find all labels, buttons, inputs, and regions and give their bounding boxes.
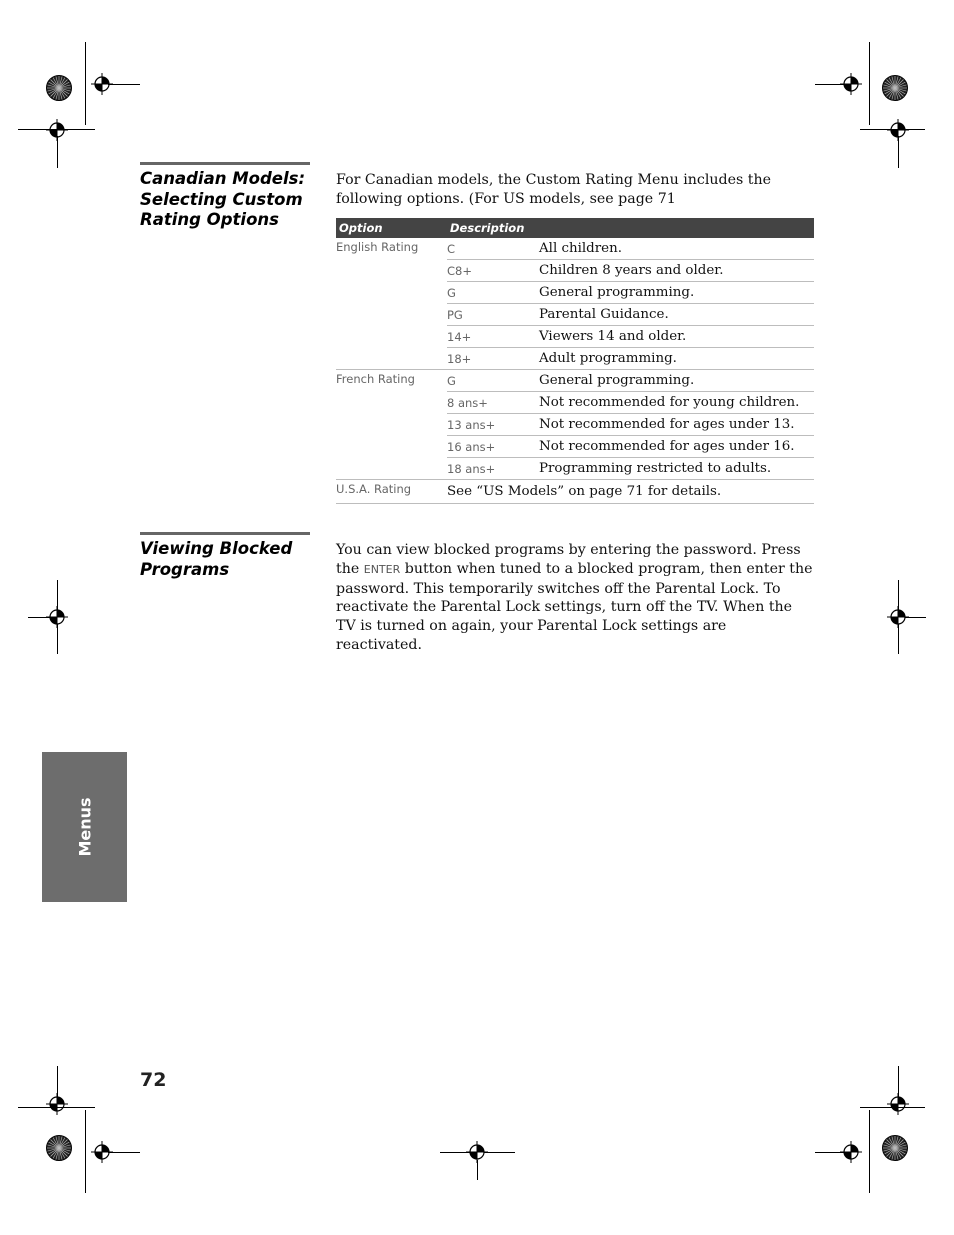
- section-title-blocked: [140, 539, 315, 580]
- paragraph-text: You can view blocked programs by entering the password. Press the: [336, 542, 801, 577]
- title-line: Canadian Models:: [140, 169, 306, 188]
- rating-description: Viewers 14 and older.: [539, 326, 814, 348]
- rating-description: Children 8 years and older.: [539, 260, 814, 282]
- canadian-intro: [336, 171, 814, 209]
- table-header-row: [336, 218, 814, 238]
- blocked-paragraph: [336, 541, 814, 655]
- registration-starburst-icon: [881, 1134, 909, 1162]
- rating-description: Programming restricted to adults.: [539, 458, 814, 480]
- crop-mark-line: [898, 580, 899, 610]
- rating-code: 13 ans+: [447, 414, 539, 436]
- crop-mark-line: [57, 624, 58, 654]
- crop-mark-line: [57, 580, 58, 610]
- crop-mark-line: [869, 42, 870, 125]
- rating-description: Adult programming.: [539, 348, 814, 370]
- registration-starburst-icon: [881, 74, 909, 102]
- rating-description: See “US Models” on page 71 for details.: [447, 480, 814, 504]
- option-french: French Rating: [336, 370, 447, 480]
- intro-line: following options. (For US models, see page 71: [336, 190, 676, 207]
- header-description: Description: [447, 218, 814, 238]
- rating-code: PG: [447, 304, 539, 326]
- rating-code: 14+: [447, 326, 539, 348]
- rating-description: All children.: [539, 238, 814, 260]
- crop-mark-line: [28, 617, 50, 618]
- rating-code: 16 ans+: [447, 436, 539, 458]
- crop-mark-line: [108, 84, 140, 85]
- section-rule: [140, 162, 310, 165]
- section-title-canadian: [140, 169, 315, 231]
- option-usa: U.S.A. Rating: [336, 480, 447, 504]
- crop-mark-line: [898, 136, 899, 168]
- section-rule: [140, 532, 310, 535]
- table-row: [336, 370, 814, 392]
- crop-mark-line: [57, 1066, 58, 1098]
- crop-mark-line: [905, 617, 926, 618]
- rating-code: C8+: [447, 260, 539, 282]
- rating-code: 18+: [447, 348, 539, 370]
- title-line: Selecting Custom: [140, 189, 303, 209]
- title-line: Programs: [140, 559, 230, 579]
- rating-description: General programming.: [539, 370, 814, 392]
- rating-description: General programming.: [539, 282, 814, 304]
- crop-mark-line: [815, 1152, 845, 1153]
- chapter-tab-label: Menus: [75, 797, 94, 857]
- rating-code: G: [447, 282, 539, 304]
- crop-mark-line: [815, 84, 845, 85]
- rating-code: C: [447, 238, 539, 260]
- option-english: English Rating: [336, 238, 447, 370]
- rating-description: Not recommended for ages under 16.: [539, 436, 814, 458]
- table-row: [336, 480, 814, 504]
- crop-mark-line: [57, 136, 58, 168]
- rating-description: Parental Guidance.: [539, 304, 814, 326]
- rating-description: Not recommended for young children.: [539, 392, 814, 414]
- intro-line: For Canadian models, the Custom Rating Menu includes the: [336, 172, 772, 188]
- paragraph-text: button when tuned to a blocked program, then enter the password. This temporarily switches off the Parental Lock. To reactivate the Parental Lock settings, turn off the TV. When the TV is turned on again, your Parental Lock settings are reactivated.: [336, 560, 813, 653]
- crop-mark-line: [108, 1152, 140, 1153]
- crop-mark-line: [484, 1152, 515, 1153]
- crop-mark-line: [898, 1066, 899, 1098]
- title-line: Viewing Blocked: [140, 539, 293, 558]
- chapter-tab: [42, 752, 127, 902]
- crop-mark-line: [85, 42, 86, 125]
- rating-description: Not recommended for ages under 13.: [539, 414, 814, 436]
- header-option: Option: [336, 218, 447, 238]
- page-number: 72: [140, 1069, 167, 1091]
- rating-code: 8 ans+: [447, 392, 539, 414]
- crop-mark-line: [440, 1152, 470, 1153]
- rating-code: G: [447, 370, 539, 392]
- crop-mark-line: [898, 624, 899, 654]
- enter-key-label: ENTER: [363, 562, 401, 576]
- rating-code: 18 ans+: [447, 458, 539, 480]
- title-line: Rating Options: [140, 210, 279, 229]
- rating-options-table: [336, 218, 814, 504]
- registration-starburst-icon: [45, 74, 73, 102]
- registration-starburst-icon: [45, 1134, 73, 1162]
- table-row: [336, 238, 814, 260]
- crop-mark-line: [477, 1160, 478, 1180]
- crop-mark-line: [869, 1110, 870, 1193]
- crop-mark-line: [85, 1110, 86, 1193]
